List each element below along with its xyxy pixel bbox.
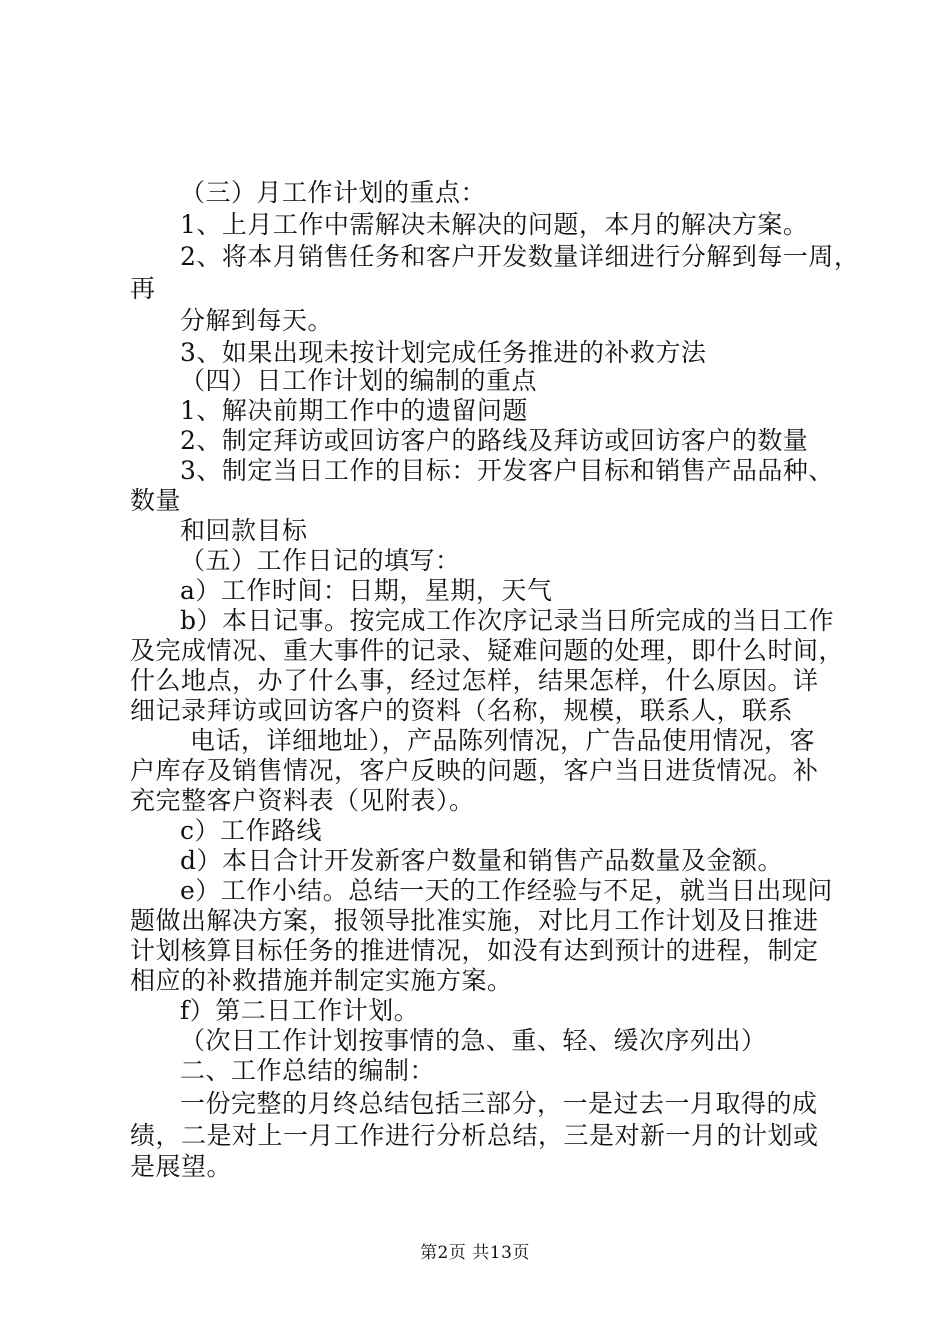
text-line: 绩，二是对上一月工作进行分析总结，三是对新一月的计划或 — [130, 1121, 819, 1150]
text-line: 1、解决前期工作中的遗留问题 — [180, 396, 528, 425]
text-line: 3、制定当日工作的目标：开发客户目标和销售产品品种、 — [180, 456, 834, 485]
text-line: （次日工作计划按事情的急、重、轻、缓次序列出） — [180, 1026, 767, 1055]
text-line: （四）日工作计划的编制的重点 — [180, 366, 538, 395]
text-line: 户库存及销售情况，客户反映的问题，客户当日进货情况。补 — [130, 756, 819, 785]
text-line: 2、将本月销售任务和客户开发数量详细进行分解到每一周， — [180, 242, 860, 271]
text-line: 什么地点，办了什么事，经过怎样，结果怎样，什么原因。详 — [130, 666, 819, 695]
text-line: a）工作时间：日期，星期，天气 — [180, 576, 553, 605]
text-line: f）第二日工作计划。 — [180, 996, 420, 1025]
text-line: 是展望。 — [130, 1152, 233, 1181]
text-line: 二、工作总结的编制： — [180, 1056, 436, 1085]
text-line: 题做出解决方案，报领导批准实施，对比月工作计划及日推进 — [130, 906, 819, 935]
text-line: 相应的补救措施并制定实施方案。 — [130, 966, 513, 995]
text-line: 和回款目标 — [180, 516, 308, 545]
text-line: 数量 — [130, 486, 182, 515]
page-number-footer: 第2页 共13页 — [420, 1243, 530, 1263]
text-line: 计划核算目标任务的推进情况，如没有达到预计的进程，制定 — [130, 936, 819, 965]
text-line: 细记录拜访或回访客户的资料（名称，规模，联系人，联系 — [130, 696, 794, 725]
text-line: 再 — [130, 274, 156, 303]
text-line: 1、上月工作中需解决未解决的问题，本月的解决方案。 — [180, 210, 809, 239]
text-line: 2、制定拜访或回访客户的路线及拜访或回访客户的数量 — [180, 426, 809, 455]
text-line: 及完成情况、重大事件的记录、疑难问题的处理，即什么时间， — [130, 636, 845, 665]
text-line: e）工作小结。总结一天的工作经验与不足，就当日出现问 — [180, 876, 833, 905]
text-line: b）本日记事。按完成工作次序记录当日所完成的当日工作 — [180, 606, 835, 635]
text-line: （三）月工作计划的重点： — [180, 178, 487, 207]
text-line: 电话，详细地址），产品陈列情况，广告品使用情况，客 — [190, 726, 816, 755]
text-line: c）工作路线 — [180, 816, 323, 845]
text-line: 分解到每天。 — [180, 306, 334, 335]
text-line: d）本日合计开发新客户数量和销售产品数量及金额。 — [180, 846, 784, 875]
text-line: 3、如果出现未按计划完成任务推进的补救方法 — [180, 338, 707, 367]
text-line: 充完整客户资料表（见附表）。 — [130, 786, 475, 815]
text-line: 一份完整的月终总结包括三部分，一是过去一月取得的成 — [180, 1089, 818, 1118]
text-line: （五）工作日记的填写： — [180, 546, 461, 575]
